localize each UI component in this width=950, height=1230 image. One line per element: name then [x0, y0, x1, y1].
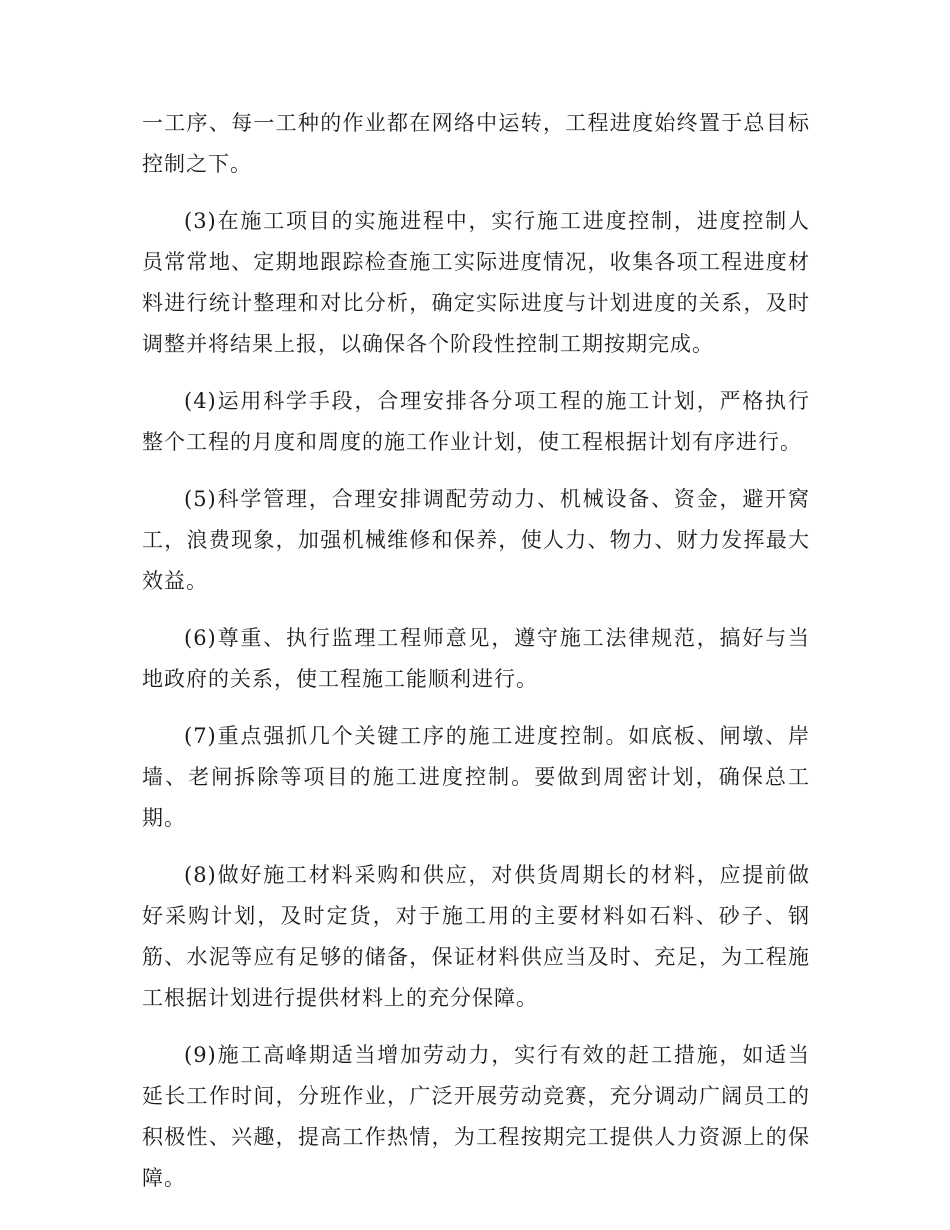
document-body: [142, 103, 810, 1215]
paragraph-item-7: (7)重点强抓几个关键工序的施工进度控制。如底板、闸墩、岸墙、老闸拆除等项目的施工进度控制。要做到周密计划，确保总工期。: [142, 724, 810, 830]
paragraph-item-9: (9)施工高峰期适当增加劳动力，实行有效的赶工措施，如适当延长工作时间，分班作业，广泛开展劳动竞赛，充分调动广阔员工的积极性、兴趣，提高工作热情，为工程按期完工提供人力资源上的保障。: [142, 1043, 810, 1190]
paragraph-item-4: (4)运用科学手段，合理安排各分项工程的施工计划，严格执行整个工程的月度和周度的施工作业计划，使工程根据计划有序进行。: [142, 389, 810, 454]
paragraph-item-6: (6)尊重、执行监理工程师意见，遵守施工法律规范，搞好与当地政府的关系，使工程施工能顺利进行。: [142, 626, 810, 691]
paragraph-item-5: (5)科学管理，合理安排调配劳动力、机械设备、资金，避开窝工，浪费现象，加强机械维修和保养，使人力、物力、财力发挥最大效益。: [142, 487, 810, 593]
paragraph-item-8: (8)做好施工材料采购和供应，对供货周期长的材料，应提前做好采购计划，及时定货，对于施工用的主要材料如石料、砂子、钢筋、水泥等应有足够的储备，保证材料供应当及时、充足，为工程施工根据计划进行提供材料上的充分保障。: [142, 863, 810, 1010]
paragraph-continuation: 一工序、每一工种的作业都在网络中运转，工程进度始终置于总目标控制之下。: [142, 111, 810, 176]
paragraph-item-3: (3)在施工项目的实施进程中，实行施工进度控制，进度控制人员常常地、定期地跟踪检查施工实际进度情况，收集各项工程进度材料进行统计整理和对比分析，确定实际进度与计划进度的关系，及时调整并将结果上报，以确保各个阶段性控制工期按期完成。: [142, 209, 810, 356]
